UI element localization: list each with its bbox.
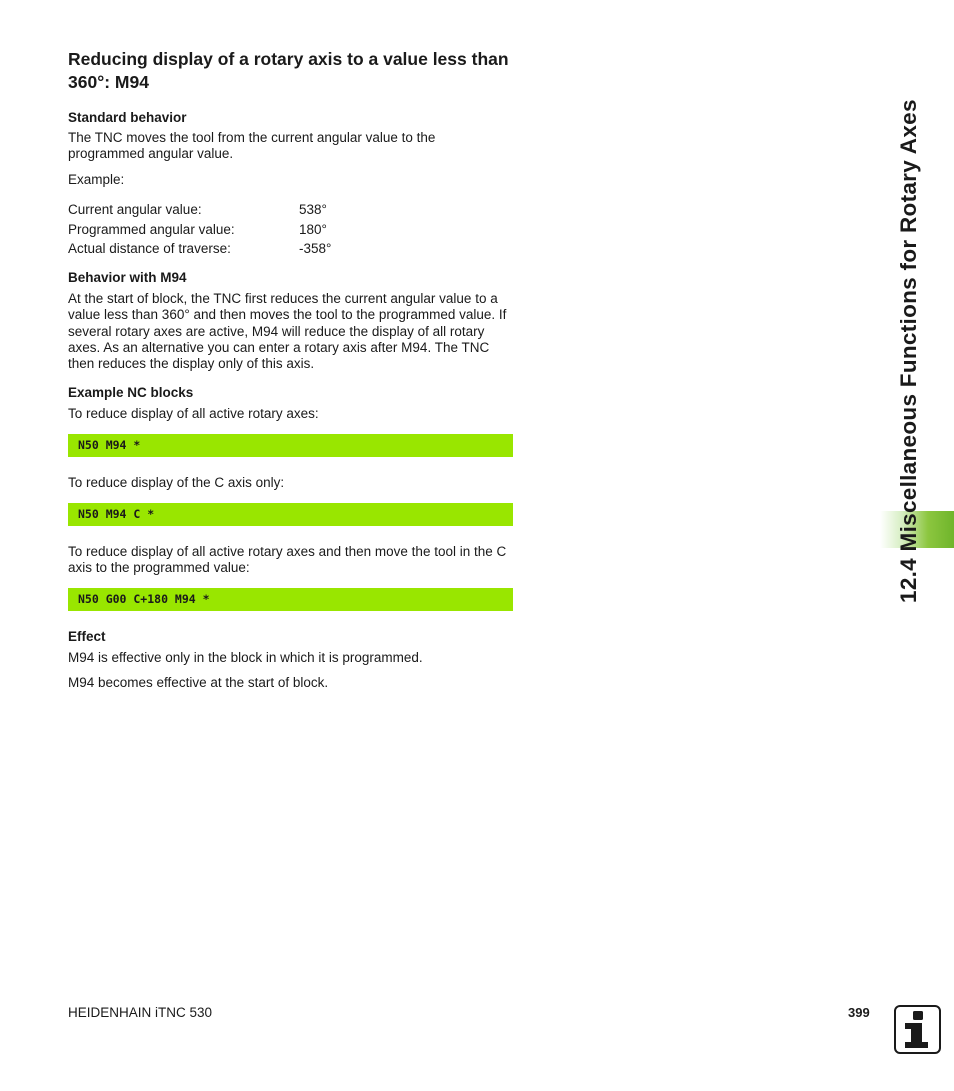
effect-text-1: M94 is effective only in the block in which it is programmed.: [68, 650, 423, 665]
row-value: -358°: [299, 241, 332, 256]
info-icon: [894, 1005, 941, 1054]
example-label: Example:: [68, 172, 125, 187]
example-intro-1: To reduce display of all active rotary axes:: [68, 406, 319, 421]
side-chapter-title: 12.4 Miscellaneous Functions for Rotary Axes: [896, 99, 921, 603]
heading-effect: Effect: [68, 629, 106, 644]
nc-code-block-1: N50 M94 *: [68, 434, 513, 457]
row-label: Programmed angular value:: [68, 222, 235, 237]
example-intro-2: To reduce display of the C axis only:: [68, 475, 285, 490]
nc-code-block-3: N50 G00 C+180 M94 *: [68, 588, 513, 611]
heading-behavior-m94: Behavior with M94: [68, 270, 187, 285]
standard-behavior-text: The TNC moves the tool from the current angular value to the programmed angular value.: [68, 130, 436, 162]
heading-example-nc-blocks: Example NC blocks: [68, 385, 194, 400]
footer-product: HEIDENHAIN iTNC 530: [68, 1005, 213, 1020]
page-title: Reducing display of a rotary axis to a value less than 360°: M94: [68, 49, 509, 92]
example-intro-3: To reduce display of all active rotary axes and then move the tool in the C axis to the programmed value:: [68, 544, 507, 576]
nc-code-block-2: N50 M94 C *: [68, 503, 513, 526]
row-value: 180°: [299, 222, 327, 237]
effect-text-2: M94 becomes effective at the start of block.: [68, 675, 329, 690]
behavior-m94-text: At the start of block, the TNC first reduces the current angular value to a value less than 360° and then moves the tool to the programmed value. If several rotary axes are active, M94 will reduce the display of all rotary axes. As an alternative you can enter a rotary axis after M94. The TNC then reduces the display only of this axis.: [68, 291, 507, 372]
row-value: 538°: [299, 202, 327, 217]
page-number: 399: [848, 1005, 870, 1020]
row-label: Actual distance of traverse:: [68, 241, 231, 256]
row-label: Current angular value:: [68, 202, 202, 217]
main-content: [68, 48, 513, 94]
heading-standard-behavior: Standard behavior: [68, 110, 187, 125]
info-glyph-icon: [896, 1007, 939, 1052]
